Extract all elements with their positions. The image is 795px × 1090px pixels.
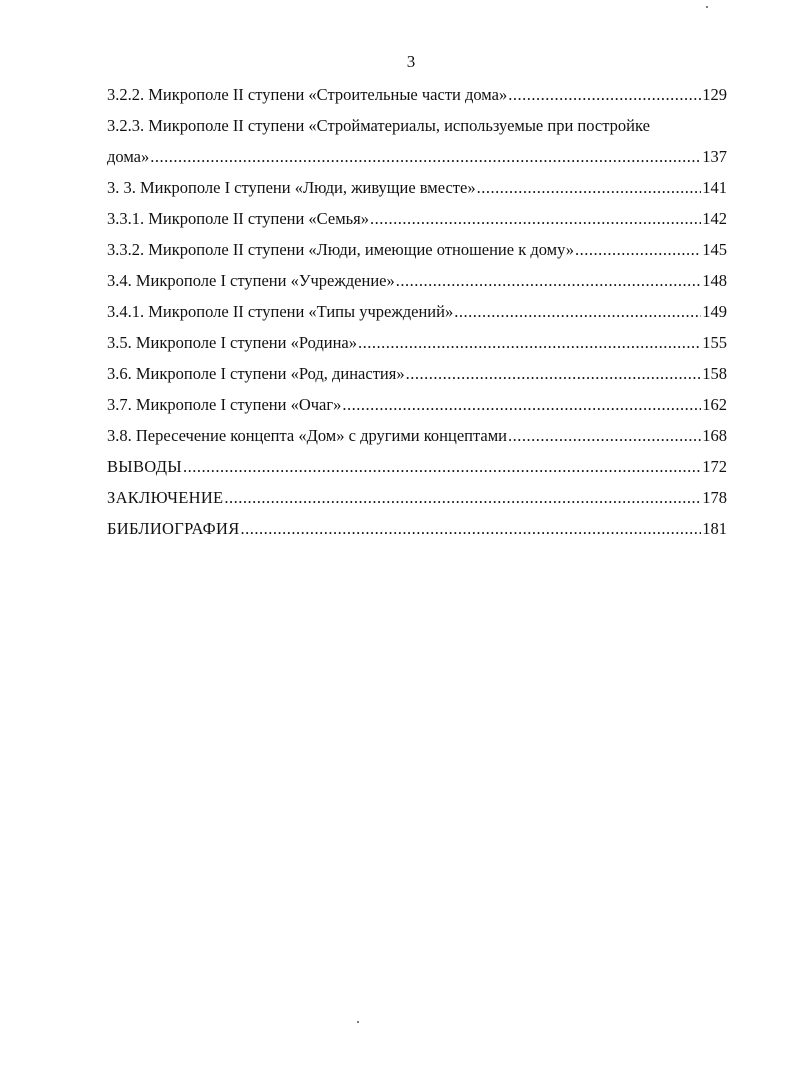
- page-number: 3: [406, 52, 416, 71]
- toc-entry-page: 172: [702, 457, 727, 476]
- toc-entry[interactable]: [107, 358, 727, 389]
- toc-entry-title: 3.2.3. Микрополе II ступени «Стройматериалы, используемые при постройке: [107, 116, 650, 135]
- dot-leader: [508, 420, 701, 451]
- toc-entry-page: 142: [702, 209, 727, 228]
- toc-entry[interactable]: [107, 79, 727, 110]
- toc-entry-title: 3. 3. Микрополе I ступени «Люди, живущие вместе»: [107, 178, 476, 197]
- toc-entry-page: 181: [702, 519, 727, 538]
- scan-speck: [706, 6, 708, 8]
- toc-entry[interactable]: [107, 482, 727, 513]
- dot-leader: [183, 451, 701, 482]
- toc-entry-title: 3.4. Микрополе I ступени «Учреждение»: [107, 271, 395, 290]
- toc-entry-page: 162: [702, 395, 727, 414]
- dot-leader: [224, 482, 701, 513]
- toc-entry[interactable]: [107, 172, 727, 203]
- toc-entry[interactable]: [107, 327, 727, 358]
- toc-entry-page: 149: [702, 302, 727, 321]
- toc-entry-title-continued: дома»: [107, 147, 150, 166]
- dot-leader: [342, 389, 701, 420]
- toc-entry-title: 3.2.2. Микрополе II ступени «Строительные части дома»: [107, 85, 508, 104]
- dot-leader: [575, 234, 701, 265]
- toc-entry-title: 3.3.2. Микрополе II ступени «Люди, имеющие отношение к дому»: [107, 240, 575, 259]
- toc-entry[interactable]: [107, 296, 727, 327]
- toc-entry-title: БИБЛИОГРАФИЯ: [107, 519, 240, 538]
- toc-entry-title: 3.4.1. Микрополе II ступени «Типы учреждений»: [107, 302, 454, 321]
- toc-entry[interactable]: [107, 234, 727, 265]
- toc-entry-title: ВЫВОДЫ: [107, 457, 182, 476]
- dot-leader: [358, 327, 701, 358]
- table-of-contents: [107, 79, 727, 544]
- toc-entry-title: 3.6. Микрополе I ступени «Род, династия»: [107, 364, 405, 383]
- toc-entry-page: 178: [702, 488, 727, 507]
- toc-entry-page: 158: [702, 364, 727, 383]
- toc-entry[interactable]: [107, 513, 727, 544]
- toc-entry[interactable]: [107, 265, 727, 296]
- toc-entry-title: 3.8. Пересечение концепта «Дом» с другими концептами: [107, 426, 507, 445]
- toc-entry-page: 148: [702, 271, 727, 290]
- toc-entry[interactable]: [107, 110, 727, 172]
- toc-entry[interactable]: [107, 389, 727, 420]
- toc-entry[interactable]: [107, 203, 727, 234]
- toc-entry-page: 129: [702, 85, 727, 104]
- dot-leader: [477, 172, 702, 203]
- toc-entry-title: 3.3.1. Микрополе II ступени «Семья»: [107, 209, 370, 228]
- toc-entry-page: 141: [702, 178, 727, 197]
- dot-leader: [454, 296, 701, 327]
- dot-leader: [150, 141, 701, 172]
- toc-entry-page: 168: [702, 426, 727, 445]
- toc-entry-page: 145: [702, 240, 727, 259]
- dot-leader: [406, 358, 702, 389]
- toc-entry-title: ЗАКЛЮЧЕНИЕ: [107, 488, 224, 507]
- dot-leader: [370, 203, 701, 234]
- scan-speck: [357, 1021, 359, 1023]
- toc-entry-page: 155: [702, 333, 727, 352]
- toc-entry-title: 3.7. Микрополе I ступени «Очаг»: [107, 395, 342, 414]
- toc-entry[interactable]: [107, 451, 727, 482]
- toc-entry-title: 3.5. Микрополе I ступени «Родина»: [107, 333, 357, 352]
- dot-leader: [508, 79, 701, 110]
- dot-leader: [241, 513, 702, 544]
- dot-leader: [396, 265, 702, 296]
- toc-entry[interactable]: [107, 420, 727, 451]
- toc-entry-page: 137: [702, 147, 727, 166]
